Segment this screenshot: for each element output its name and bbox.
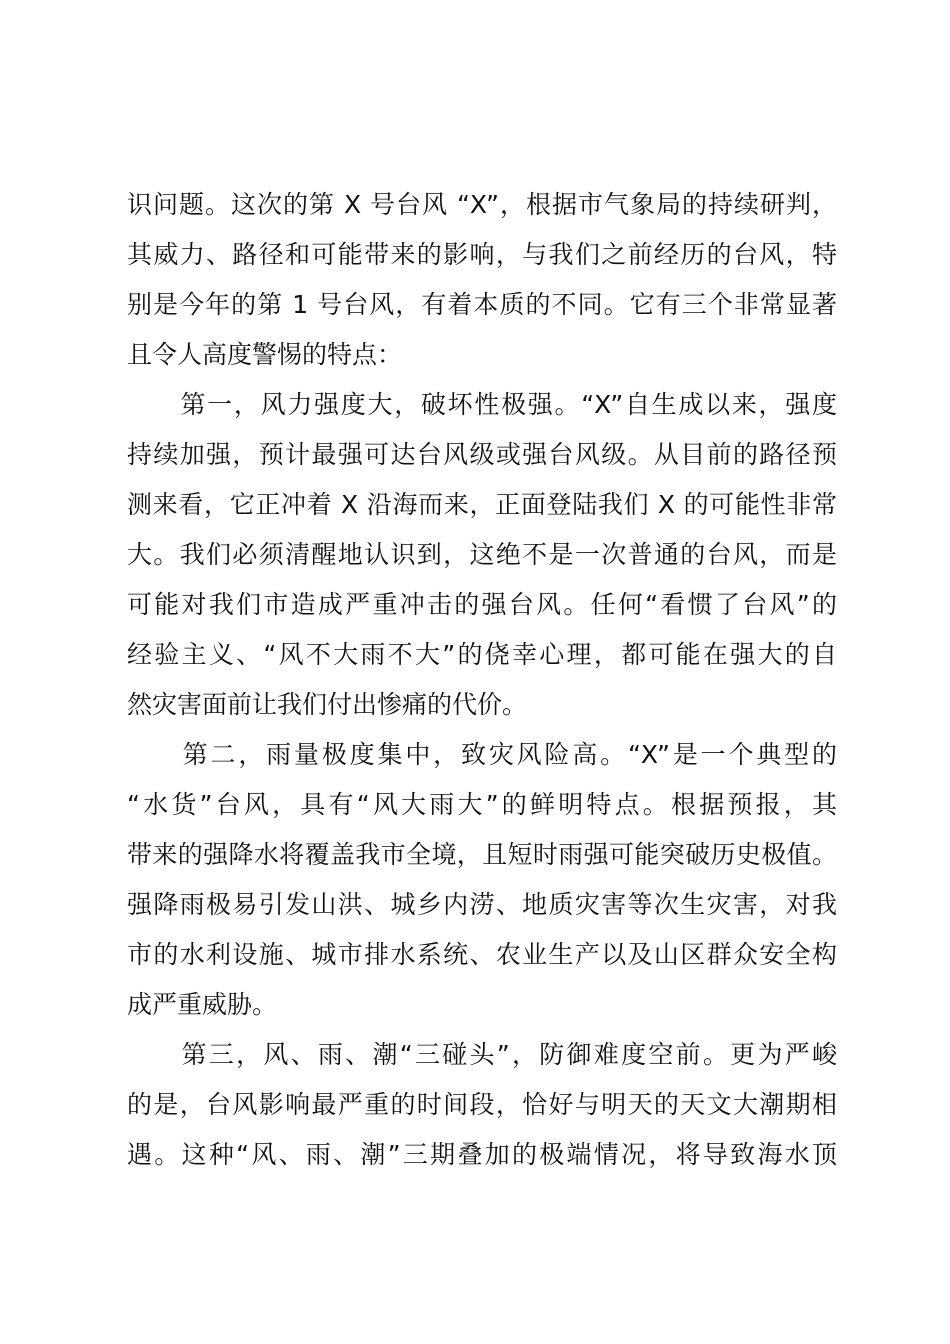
paragraph-line: 持续加强，预计最强可达台风级或强台风级。从目前的路径预 — [127, 440, 837, 469]
paragraph-line: 经验主义、“风不大雨不大”的侥幸心理，都可能在强大的自 — [127, 640, 837, 669]
paragraph-line: 第二，雨量极度集中，致灾风险高。“X”是一个典型的 — [127, 740, 837, 769]
paragraph-line: 的是，台风影响最严重的时间段，恰好与明天的天文大潮期相 — [127, 1090, 837, 1119]
paragraph-line: 可能对我们市造成严重冲击的强台风。任何“看惯了台风”的 — [127, 590, 837, 619]
paragraph-line: 遇。这种“风、雨、潮”三期叠加的极端情况，将导致海水顶 — [127, 1140, 837, 1169]
paragraph-line: 大。我们必须清醒地认识到，这绝不是一次普通的台风，而是 — [127, 540, 837, 569]
paragraph-line: 市的水利设施、城市排水系统、农业生产以及山区群众安全构 — [127, 940, 837, 969]
paragraph-line: 其威力、路径和可能带来的影响，与我们之前经历的台风，特 — [127, 240, 837, 269]
paragraph-line: 别是今年的第 1 号台风，有着本质的不同。它有三个非常显著 — [127, 290, 837, 319]
paragraph-line: 强降雨极易引发山洪、城乡内涝、地质灾害等次生灾害，对我 — [127, 890, 837, 919]
paragraph-line: 带来的强降水将覆盖我市全境，且短时雨强可能突破历史极值。 — [127, 840, 837, 869]
paragraph-line: 然灾害面前让我们付出惨痛的代价。 — [127, 690, 528, 719]
paragraph-line: 且令人高度警惕的特点： — [127, 340, 403, 369]
paragraph-line: 成严重威胁。 — [127, 990, 278, 1019]
paragraph-line: 第三，风、雨、潮“三碰头”，防御难度空前。更为严峻 — [127, 1040, 837, 1069]
paragraph-line: 第一，风力强度大，破坏性极强。“X”自生成以来，强度 — [127, 390, 837, 419]
paragraph-line: “水货”台风，具有“风大雨大”的鲜明特点。根据预报，其 — [127, 790, 837, 819]
document-body — [127, 180, 837, 1180]
paragraph-line: 识问题。这次的第 X 号台风 “X”，根据市气象局的持续研判， — [127, 190, 837, 219]
paragraph-line: 测来看，它正冲着 X 沿海而来，正面登陆我们 X 的可能性非常 — [127, 490, 837, 519]
